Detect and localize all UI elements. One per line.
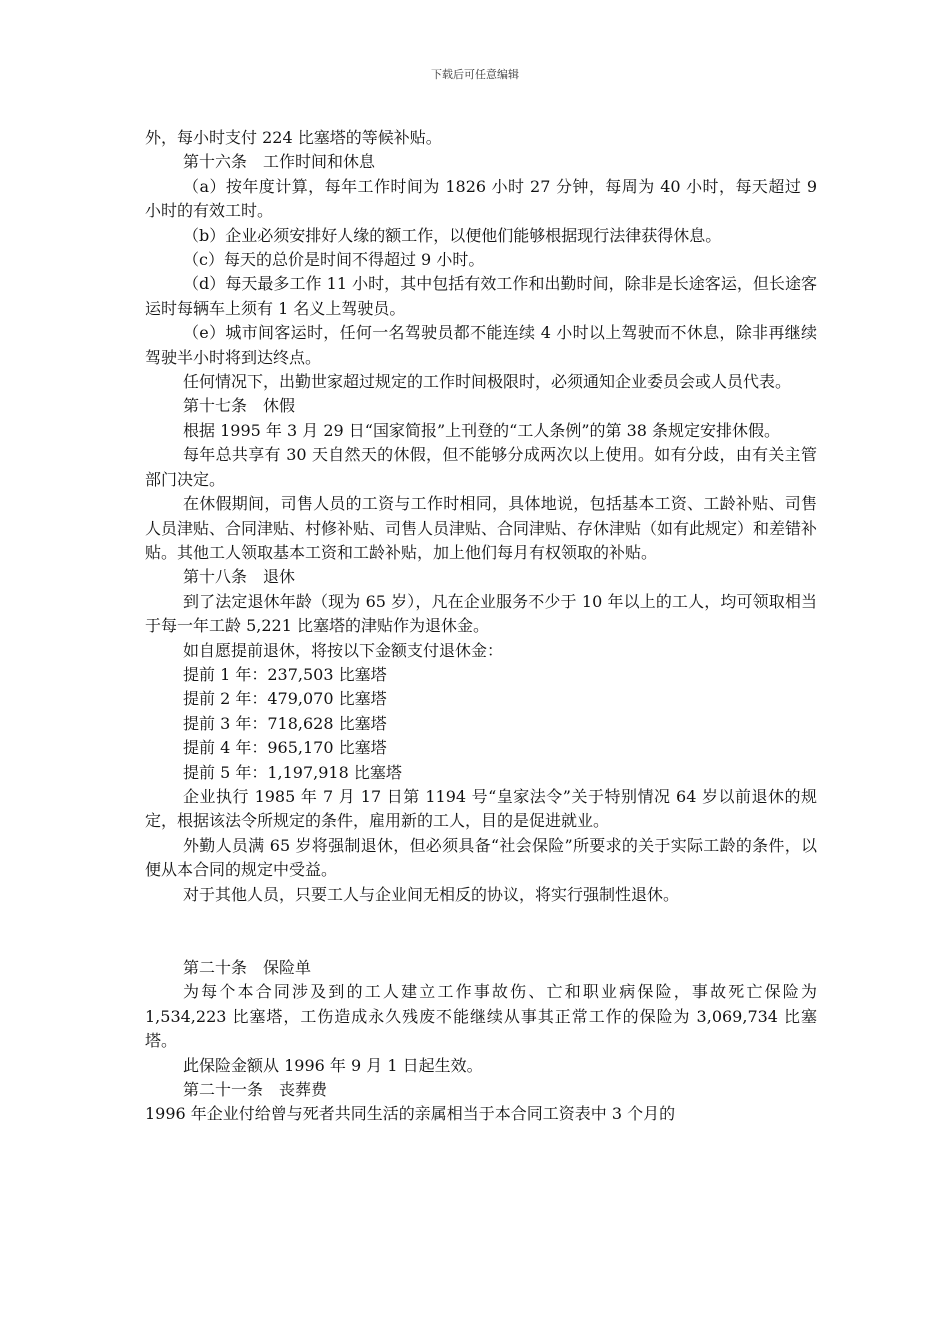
list-item: 提前 3 年：718,628 比塞塔 xyxy=(183,713,387,733)
paragraph: （a）按年度计算，每年工作时间为 1826 小时 27 分钟，每周为 40 小时，每天超过 9 小时的有效工时。 xyxy=(145,176,817,221)
paragraph: 外勤人员满 65 岁将强制退休，但必须具备“社会保险”所要求的关于实际工龄的条件，以便从本合同的规定中受益。 xyxy=(145,835,817,880)
paragraph: 任何情况下，出勤世家超过规定的工作时间极限时，必须通知企业委员会或人员代表。 xyxy=(183,372,792,392)
blank-space xyxy=(145,907,817,956)
list-item: 提前 4 年：965,170 比塞塔 xyxy=(183,738,387,758)
section-heading: 第十八条 退休 xyxy=(183,567,296,587)
paragraph: 到了法定退休年龄（现为 65 岁），凡在企业服务不少于 10 年以上的工人，均可领取相当于每一年工龄 5,221 比塞塔的津贴作为退休金。 xyxy=(145,591,817,636)
list-item: 提前 2 年：479,070 比塞塔 xyxy=(183,689,387,709)
paragraph: （e）城市间客运时，任何一名驾驶员都不能连续 4 小时以上驾驶而不休息，除非再继续驾驶半小时将到达终点。 xyxy=(145,323,817,367)
paragraph: （b）企业必须安排好人缘的额工作，以便他们能够根据现行法律获得休息。 xyxy=(183,225,722,245)
paragraph: （c）每天的总价是时间不得超过 9 小时。 xyxy=(183,250,485,270)
paragraph: 外，每小时支付 224 比塞塔的等候补贴。 xyxy=(145,128,442,147)
paragraph: 每年总共享有 30 天自然天的休假，但不能够分成两次以上使用。如有分歧，由有关主管部门决定。 xyxy=(145,445,817,489)
paragraph: 此保险金额从 1996 年 9 月 1 日起生效。 xyxy=(183,1055,483,1075)
paragraph: 企业执行 1985 年 7 月 17 日第 1194 号“皇家法令”关于特别情况 64 岁以前退休的规定，根据该法令所规定的条件，雇用新的工人，目的是促进就业。 xyxy=(145,786,817,831)
paragraph: （d）每天最多工作 11 小时，其中包括有效工作和出勤时间，除非是长途客运，但长途客运时每辆车上须有 1 名义上驾驶员。 xyxy=(145,274,817,318)
section-heading: 第二十条 保险单 xyxy=(183,958,312,977)
list-item: 提前 1 年：237,503 比塞塔 xyxy=(183,664,387,684)
section-heading: 第十七条 休假 xyxy=(183,396,296,416)
section-heading: 第二十一条 丧葬费 xyxy=(183,1080,328,1100)
paragraph: 对于其他人员，只要工人与企业间无相反的协议，将实行强制性退休。 xyxy=(183,884,680,904)
paragraph: 为每个本合同涉及到的工人建立工作事故伤、亡和职业病保险，事故死亡保险为 1,534,223 比塞塔，工伤造成永久残废不能继续从事其正常工作的保险为 3,069,734 比塞塔。 xyxy=(145,982,817,1051)
document-body xyxy=(145,126,817,1127)
page-header: 下载后可任意编辑 xyxy=(431,68,519,81)
paragraph: 根据 1995 年 3 月 29 日“国家简报”上刊登的“工人条例”的第 38 条规定安排休假。 xyxy=(183,420,781,440)
section-heading: 第十六条 工作时间和休息 xyxy=(183,152,376,172)
paragraph: 如自愿提前退休，将按以下金额支付退休金： xyxy=(183,640,504,660)
list-item: 提前 5 年：1,197,918 比塞塔 xyxy=(183,762,402,782)
paragraph: 在休假期间，司售人员的工资与工作时相同，具体地说，包括基本工资、工龄补贴、司售人员津贴、合同津贴、村修补贴、司售人员津贴、合同津贴、存休津贴（如有此规定）和差错补贴。其他工人领取基本工资和工龄补贴，加上他们每月有权领取的补贴。 xyxy=(145,494,818,562)
paragraph: 1996 年企业付给曾与死者共同生活的亲属相当于本合同工资表中 3 个月的 xyxy=(145,1104,676,1124)
